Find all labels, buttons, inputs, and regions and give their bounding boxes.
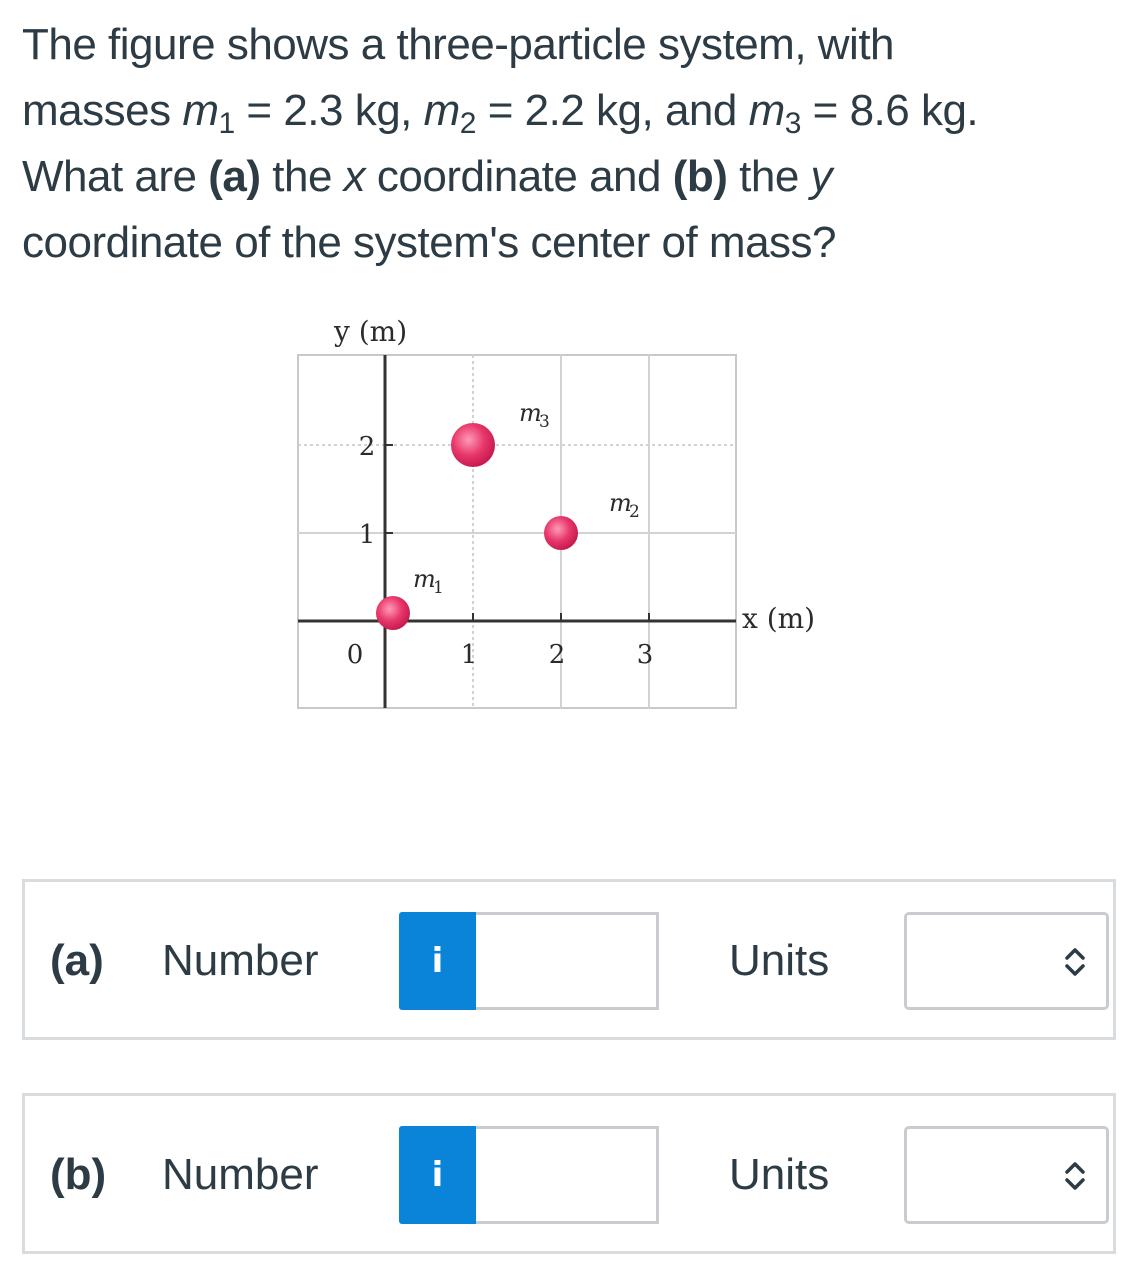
m1-value: = 2.3 kg, — [234, 86, 424, 135]
x-tick-label: 0 — [346, 640, 364, 670]
part-label-b: (b) — [50, 1150, 107, 1199]
m2-subscript: 2 — [459, 107, 476, 140]
line3-a: What are — [22, 152, 209, 201]
question-text — [22, 12, 1112, 276]
m3-value: = 8.6 kg. — [800, 86, 979, 135]
particle-m2 — [544, 516, 578, 550]
particle-label-m2: m — [609, 489, 632, 517]
number-input-b[interactable] — [476, 1126, 659, 1224]
x-tick-label: 3 — [636, 640, 654, 670]
m1-symbol: m — [182, 86, 219, 135]
question-line-2 — [22, 78, 1112, 144]
question-line-3 — [22, 144, 1112, 210]
x-axis-label: x (m) — [742, 602, 816, 635]
question-line-4-text: coordinate of the system's center of mass? — [22, 218, 837, 267]
masses-prefix: masses — [22, 86, 183, 135]
x-tick-label: 1 — [460, 640, 478, 670]
particle-figure — [290, 305, 850, 725]
y-symbol: y — [810, 152, 833, 201]
question-line-4 — [22, 210, 1112, 276]
part-a-ref: (a) — [208, 152, 261, 201]
m2-symbol: m — [423, 86, 460, 135]
units-label-b: Units — [729, 1150, 830, 1199]
m3-subscript: 3 — [784, 107, 801, 140]
particle-m3 — [451, 423, 495, 467]
part-label-a: (a) — [50, 936, 104, 985]
chevron-up-down-icon — [1060, 1159, 1090, 1193]
number-label-a: Number — [162, 936, 319, 985]
x-symbol: x — [343, 152, 366, 201]
particle-label-m1: m — [413, 565, 436, 593]
question-line-1-text: The figure shows a three-particle system, with — [22, 20, 895, 69]
number-input-a[interactable] — [476, 912, 659, 1010]
tick-labels — [347, 432, 654, 670]
y-axis-label: y (m) — [334, 315, 408, 348]
m2-value: = 2.2 kg, and — [475, 86, 749, 135]
particles — [376, 399, 640, 630]
info-icon[interactable]: i — [399, 912, 476, 1010]
question-line-1 — [22, 12, 1112, 78]
part-b-ref: (b) — [672, 152, 728, 201]
particle-subscript-m1: 1 — [433, 578, 444, 598]
particle-label-m3: m — [519, 399, 542, 427]
units-label-a: Units — [729, 936, 830, 985]
y-tick-label: 2 — [358, 432, 376, 462]
line3-d: the — [727, 152, 811, 201]
answer-row-a — [22, 879, 1116, 1040]
m3-symbol: m — [748, 86, 785, 135]
figure-svg — [290, 305, 850, 725]
chevron-up-down-icon — [1060, 945, 1090, 979]
line3-b: the — [260, 152, 344, 201]
particle-m1 — [376, 596, 410, 630]
number-label-b: Number — [162, 1150, 319, 1199]
answer-row-b — [22, 1093, 1116, 1254]
particle-subscript-m3: 3 — [539, 412, 550, 432]
units-select-a[interactable] — [904, 912, 1109, 1010]
info-icon[interactable]: i — [399, 1126, 476, 1224]
x-tick-label: 2 — [548, 640, 566, 670]
y-tick-label: 1 — [358, 520, 376, 550]
units-select-b[interactable] — [904, 1126, 1109, 1224]
m1-subscript: 1 — [218, 107, 235, 140]
particle-subscript-m2: 2 — [629, 502, 640, 522]
line3-c: coordinate and — [365, 152, 673, 201]
